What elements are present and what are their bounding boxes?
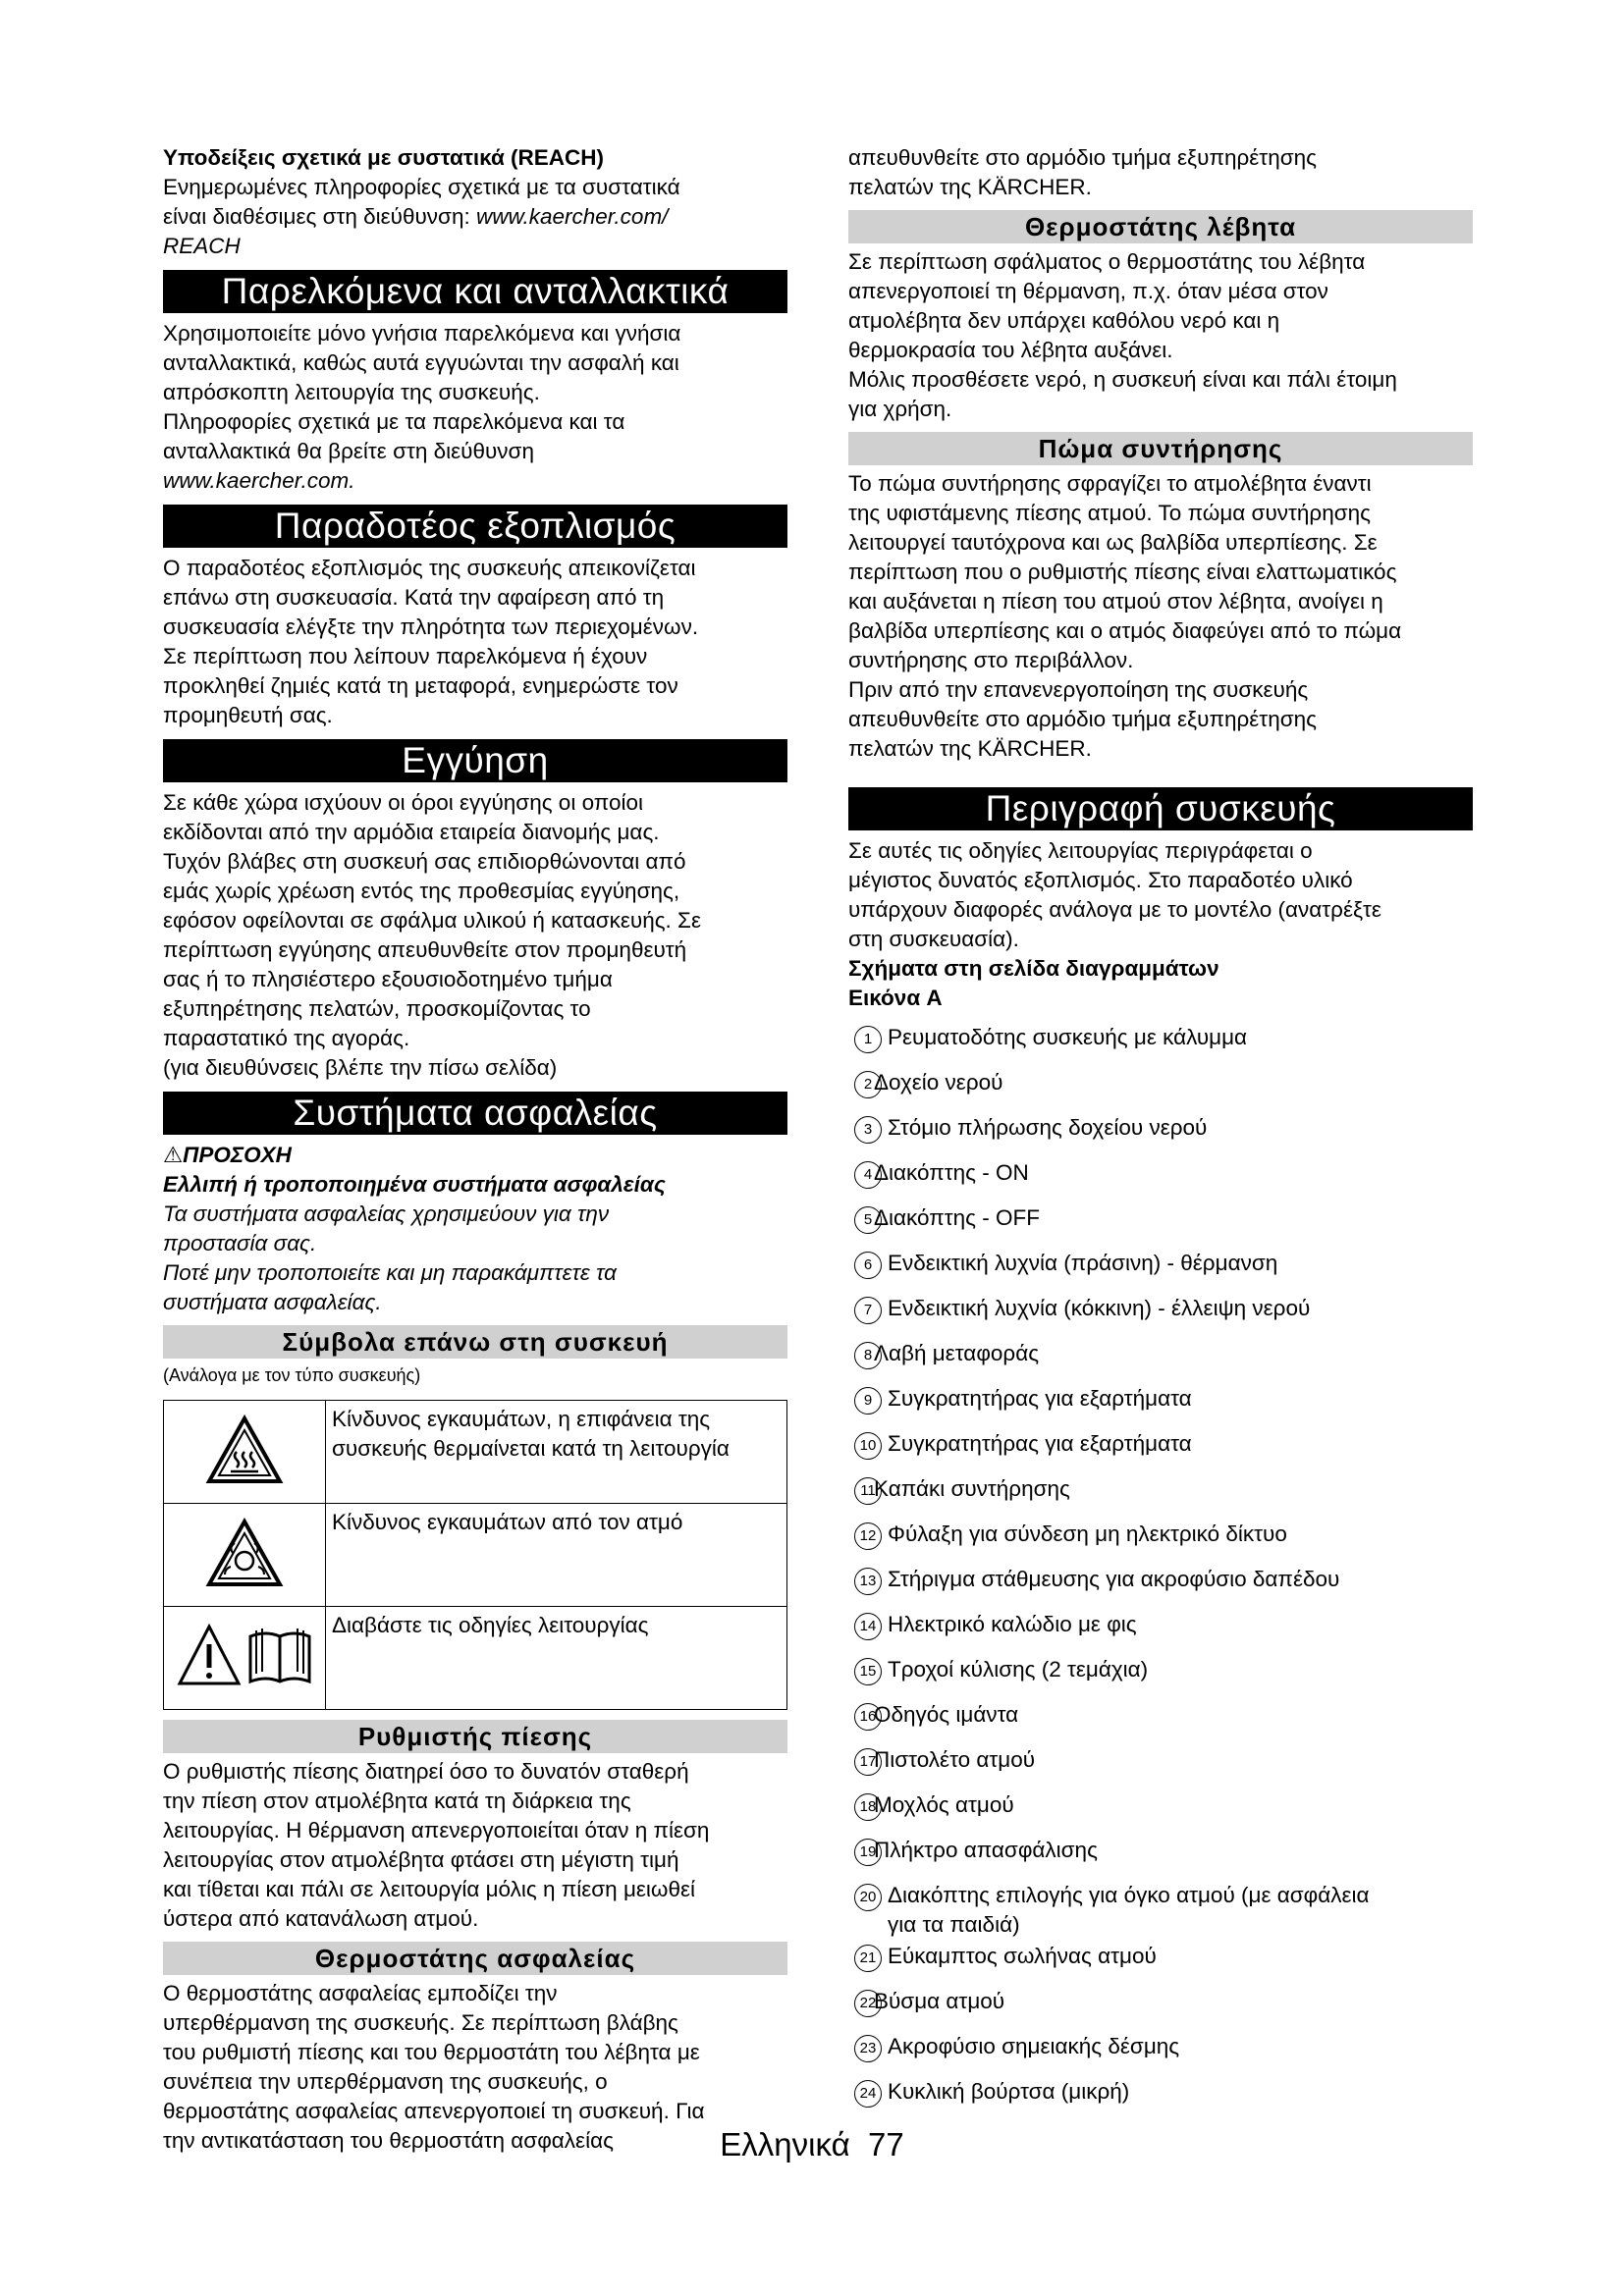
list-item [848, 1745, 1473, 1790]
item-number: 7 [854, 1297, 882, 1324]
item-number: 10 [854, 1432, 882, 1460]
item-label: Μοχλός ατμού [874, 1792, 1014, 1817]
subheading-safety-thermostat: Θερμοστάτης ασφαλείας [163, 1942, 787, 1975]
section-heading-warranty: Εγγύηση [163, 739, 787, 782]
item-number: 5 [854, 1206, 882, 1234]
item-number: 3 [854, 1116, 882, 1144]
list-item [848, 1429, 1473, 1474]
hot-surface-warning-icon [164, 1401, 326, 1504]
item-number: 16 [854, 1703, 882, 1731]
body-text: την αντικατάσταση του θερμοστάτη ασφαλείας [163, 2128, 614, 2153]
item-number: 15 [854, 1658, 882, 1685]
body-text: παραστατικό της αγοράς. [163, 1026, 410, 1050]
body-text: υπάρχουν διαφορές ανάλογα με το μοντέλο (ανατρέξτε [848, 897, 1381, 922]
body-text: λειτουργίας στον ατμολέβητα φτάσει στη μέγιστη τιμή [163, 1847, 679, 1872]
table-row [164, 1504, 787, 1607]
item-number: 11 [854, 1477, 882, 1505]
body-text: Πληροφορίες σχετικά με τα παρελκόμενα και τα [163, 409, 625, 434]
body-text: Σε περίπτωση που λείπουν παρελκόμενα ή έχουν [163, 644, 648, 668]
item-number: 13 [854, 1568, 882, 1595]
body-text: προκληθεί ζημιές κατά τη μεταφορά, ενημερώστε τον [163, 673, 678, 698]
body-text: Το πώμα συντήρησης σφραγίζει το ατμολέβητα έναντι [848, 471, 1372, 496]
list-item [848, 1610, 1473, 1655]
symbol-description: Διαβάστε τις οδηγίες λειτουργίας [326, 1607, 787, 1710]
body-text: περίπτωση που ο ρυθμιστής πίεσης είναι ελαττωματικός [848, 560, 1397, 584]
list-item [848, 1384, 1473, 1429]
item-number: 2 [854, 1071, 882, 1098]
body-text: υπερθέρμανση της συσκευής. Σε περίπτωση βλάβης [163, 2010, 678, 2035]
hot-steam-warning-icon [164, 1504, 326, 1607]
item-number: 23 [854, 2035, 882, 2062]
list-item [848, 1836, 1473, 1881]
body-text: βαλβίδα υπερπίεσης και ο ατμός διαφεύγει από το πώμα [848, 618, 1402, 643]
body-text: Σε κάθε χώρα ισχύουν οι όροι εγγύησης οι οποίοι [163, 790, 643, 815]
body-text: απευθυνθείτε στο αρμόδιο τμήμα εξυπηρέτησης [848, 145, 1317, 170]
body-text: μέγιστος δυνατός εξοπλισμός. Στο παραδοτέο υλικό [848, 868, 1353, 892]
reach-link: www.kaercher.com/ [475, 204, 669, 229]
list-item [848, 1294, 1473, 1339]
body-text: απευθυνθείτε στο αρμόδιο τμήμα εξυπηρέτησης [848, 707, 1317, 731]
body-text: ατμολέβητα δεν υπάρχει καθόλου νερό και η [848, 308, 1280, 333]
right-column [848, 143, 1473, 2122]
item-label: Διακόπτης - OFF [874, 1205, 1040, 1230]
body-text: Μόλις προσθέσετε νερό, η συσκευή είναι και πάλι έτοιμη [848, 367, 1397, 392]
subheading-symbols: Σύμβολα επάνω στη συσκευή [163, 1325, 787, 1359]
symbol-description: Κίνδυνος εγκαυμάτων από τον ατμό [326, 1504, 787, 1607]
item-label: Τροχοί κύλισης (2 τεμάχια) [888, 1657, 1149, 1682]
item-number: 19 [854, 1839, 882, 1866]
item-number: 22 [854, 1990, 882, 2017]
body-text: συνέπεια την υπερθέρμανση της συσκευής, ο [163, 2069, 608, 2094]
item-label: Συγκρατητήρας για εξαρτήματα [888, 1386, 1192, 1411]
body-text: Πριν από την επανενεργοποίηση της συσκευής [848, 677, 1309, 702]
item-number: 4 [854, 1161, 882, 1189]
item-label: Ενδεικτική λυχνία (κόκκινη) - έλλειψη νερού [888, 1296, 1311, 1320]
section-heading-delivery: Παραδοτέος εξοπλισμός [163, 505, 787, 548]
read-manual-icon [164, 1607, 326, 1710]
body-text: (για διευθύνσεις βλέπε την πίσω σελίδα) [163, 1055, 558, 1080]
list-item [848, 1942, 1473, 1987]
list-item [848, 1474, 1473, 1520]
body-text: εκδίδονται από την αρμόδια εταιρεία διανομής μας. [163, 820, 660, 844]
body-text: θερμοστάτης ασφαλείας απενεργοποιεί τη συσκευή. Για [163, 2099, 705, 2123]
item-label: Διακόπτης - ON [874, 1160, 1029, 1185]
body-text: Ο ρυθμιστής πίεσης διατηρεί όσο το δυνατόν σταθερή [163, 1759, 689, 1784]
item-number: 20 [854, 1884, 882, 1911]
body-text: εξυπηρέτησης πελατών, προσκομίζοντας το [163, 996, 591, 1021]
page-number: 77 [868, 2126, 904, 2163]
list-item [848, 1655, 1473, 1700]
reach-link: REACH [163, 234, 241, 258]
body-text: λειτουργεί ταυτόχρονα και ως βαλβίδα υπερπίεσης. Σε [848, 530, 1378, 555]
section-heading-safety: Συστήματα ασφαλείας [163, 1092, 787, 1135]
body-text: πελατών της KÄRCHER. [848, 736, 1092, 761]
list-item [848, 1339, 1473, 1384]
body-text: και αυξάνεται η πίεση του ατμού στον λέβητα, ανοίγει η [848, 589, 1383, 614]
item-number: 12 [854, 1522, 882, 1550]
item-number: 1 [854, 1026, 882, 1053]
body-text: συντήρησης στο περιβάλλον. [848, 648, 1134, 672]
item-label: Εύκαμπτος σωλήνας ατμού [888, 1944, 1157, 1968]
parts-list [848, 1023, 1473, 2122]
body-text: ανταλλακτικά, καθώς αυτά εγγυώνται την ασφαλή και [163, 350, 679, 375]
item-number: 9 [854, 1387, 882, 1415]
item-label: Δοχείο νερού [874, 1070, 1003, 1095]
body-text: σας ή το πλησιέστερο εξουσιοδοτημένο τμήμα [163, 967, 613, 991]
item-number: 17 [854, 1748, 882, 1776]
item-label: Στήριγμα στάθμευσης για ακροφύσιο δαπέδου [888, 1567, 1340, 1591]
caution-text: Τα συστήματα ασφαλείας χρησιμεύουν για την [163, 1201, 610, 1226]
body-text: απενεργοποιεί τη θέρμανση, π.χ. όταν μέσα στον [848, 279, 1328, 303]
page-footer [0, 2126, 1624, 2163]
figures-subtitle: Σχήματα στη σελίδα διαγραμμάτων [848, 956, 1219, 981]
item-number: 24 [854, 2080, 882, 2108]
body-text: για χρήση. [848, 397, 952, 421]
list-item [848, 1158, 1473, 1203]
reach-title: Υποδείξεις σχετικά με συστατικά (REACH) [163, 145, 605, 170]
list-item [848, 1203, 1473, 1249]
body-text: ανταλλακτικά θα βρείτε στη διεύθυνση [163, 439, 534, 463]
reach-text: είναι διαθέσιμες στη διεύθυνση: www.kaercher.com/ [163, 204, 669, 229]
list-item [848, 1023, 1473, 1068]
caution-text: προστασία σας. [163, 1231, 317, 1255]
body-text: εφόσον οφείλονται σε σφάλμα υλικού ή κατασκευής. Σε [163, 908, 701, 933]
table-row [164, 1607, 787, 1710]
table-row [164, 1401, 787, 1504]
list-item [848, 1113, 1473, 1158]
symbols-table [163, 1400, 787, 1710]
item-label: Ενδεικτική λυχνία (πράσινη) - θέρμανση [888, 1251, 1278, 1275]
list-item [848, 1987, 1473, 2032]
body-text: της υφιστάμενης πίεσης ατμού. Το πώμα συντήρησης [848, 501, 1371, 525]
body-text: στη συσκευασία). [848, 927, 1019, 951]
body-text: Ο θερμοστάτης ασφαλείας εμποδίζει την [163, 1981, 558, 2005]
item-label: Ηλεκτρικό καλώδιο με φις [888, 1612, 1137, 1636]
item-number: 21 [854, 1945, 882, 1972]
section-heading-accessories: Παρελκόμενα και ανταλλακτικά [163, 270, 787, 313]
list-item [848, 1068, 1473, 1113]
symbols-note: (Ανάλογα με τον τύπο συσκευής) [163, 1365, 421, 1385]
caution-text: συστήματα ασφαλείας. [163, 1290, 382, 1314]
item-label: Φύλαξη για σύνδεση μη ηλεκτρικό δίκτυο [888, 1522, 1287, 1546]
subheading-pressure-regulator: Ρυθμιστής πίεσης [163, 1720, 787, 1753]
body-text: εμάς χωρίς χρέωση εντός της προθεσμίας εγγύησης, [163, 879, 680, 903]
caution-text: Ποτέ μην τροποποιείτε και μη παρακάμπτετε τα [163, 1260, 617, 1285]
body-text: λειτουργίας. Η θέρμανση απενεργοποιείται όταν η πίεση [163, 1818, 710, 1842]
item-number: 18 [854, 1793, 882, 1821]
reach-text: Ενημερωμένες πληροφορίες σχετικά με τα συστατικά [163, 175, 680, 199]
item-label: Πιστολέτο ατμού [874, 1747, 1036, 1772]
body-text: Σε περίπτωση σφάλματος ο θερμοστάτης του λέβητα [848, 249, 1366, 274]
body-text: Τυχόν βλάβες στη συσκευή σας επιδιορθώνονται από [163, 849, 686, 874]
item-label: Λαβή μεταφοράς [874, 1341, 1040, 1365]
symbol-description: Κίνδυνος εγκαυμάτων, η επιφάνεια της συσκευής θερμαίνεται κατά τη λειτουργία [326, 1401, 787, 1504]
list-item [848, 1565, 1473, 1610]
body-text: την πίεση στον ατμολέβητα κατά τη διάρκεια της [163, 1789, 631, 1813]
item-label: Οδηγός ιμάντα [874, 1702, 1019, 1727]
item-number: 8 [854, 1342, 882, 1369]
item-label: Διακόπτης επιλογής για όγκο ατμού (με ασφάλεια για τα παιδιά) [888, 1883, 1370, 1937]
body-text: συσκευασία ελέγξτε την πληρότητα των περιεχομένων. [163, 614, 699, 639]
footer-language: Ελληνικά [720, 2126, 850, 2163]
item-label: Πλήκτρο απασφάλισης [874, 1838, 1098, 1862]
list-item [848, 1790, 1473, 1836]
caution-title: Ελλιπή ή τροποποιημένα συστήματα ασφαλείας [163, 1172, 666, 1197]
item-label: Ρευματοδότης συσκευής με κάλυμμα [888, 1025, 1248, 1049]
body-text: περίπτωση εγγύησης απευθυνθείτε στον προμηθευτή [163, 937, 687, 962]
body-text: θερμοκρασία του λέβητα αυξάνει. [848, 338, 1173, 362]
figure-label: Εικόνα A [848, 986, 943, 1010]
body-text: Ο παραδοτέος εξοπλισμός της συσκευής απεικονίζεται [163, 556, 696, 580]
body-text: Σε αυτές τις οδηγίες λειτουργίας περιγράφεται ο [848, 838, 1313, 863]
body-text: Χρησιμοποιείτε μόνο γνήσια παρελκόμενα και γνήσια [163, 321, 681, 346]
list-item [848, 1249, 1473, 1294]
section-heading-description: Περιγραφή συσκευής [848, 787, 1473, 830]
body-text: απρόσκοπτη λειτουργία της συσκευής. [163, 380, 540, 404]
item-label: Στόμιο πλήρωσης δοχείου νερού [888, 1115, 1208, 1140]
item-number: 14 [854, 1613, 882, 1640]
list-item [848, 2077, 1473, 2122]
body-text: προμηθευτή σας. [163, 703, 333, 727]
item-label: Κυκλική βούρτσα (μικρή) [888, 2079, 1130, 2104]
item-label: Βύσμα ατμού [874, 1989, 1005, 2013]
list-item [848, 1881, 1473, 1942]
accessories-link: www.kaercher.com. [163, 468, 355, 493]
body-text: του ρυθμιστή πίεσης και του θερμοστάτη του λέβητα με [163, 2040, 700, 2064]
left-column [163, 143, 787, 2156]
body-text: επάνω στη συσκευασία. Κατά την αφαίρεση από τη [163, 585, 665, 610]
subheading-boiler-thermostat: Θερμοστάτης λέβητα [848, 210, 1473, 243]
list-item [848, 1520, 1473, 1565]
item-label: Καπάκι συντήρησης [874, 1476, 1070, 1501]
item-number: 6 [854, 1252, 882, 1279]
list-item [848, 1700, 1473, 1745]
body-text: και τίθεται και πάλι σε λειτουργία μόλις η πίεση μειωθεί [163, 1877, 696, 1901]
item-label: Ακροφύσιο σημειακής δέσμης [888, 2034, 1180, 2058]
body-text: ύστερα από κατανάλωση ατμού. [163, 1906, 479, 1931]
item-label: Συγκρατητήρας για εξαρτήματα [888, 1431, 1192, 1456]
body-text: πελατών της KÄRCHER. [848, 175, 1092, 199]
list-item [848, 2032, 1473, 2077]
caution-label: ⚠ΠΡΟΣΟΧΗ [163, 1143, 292, 1167]
subheading-maintenance-cap: Πώμα συντήρησης [848, 432, 1473, 465]
